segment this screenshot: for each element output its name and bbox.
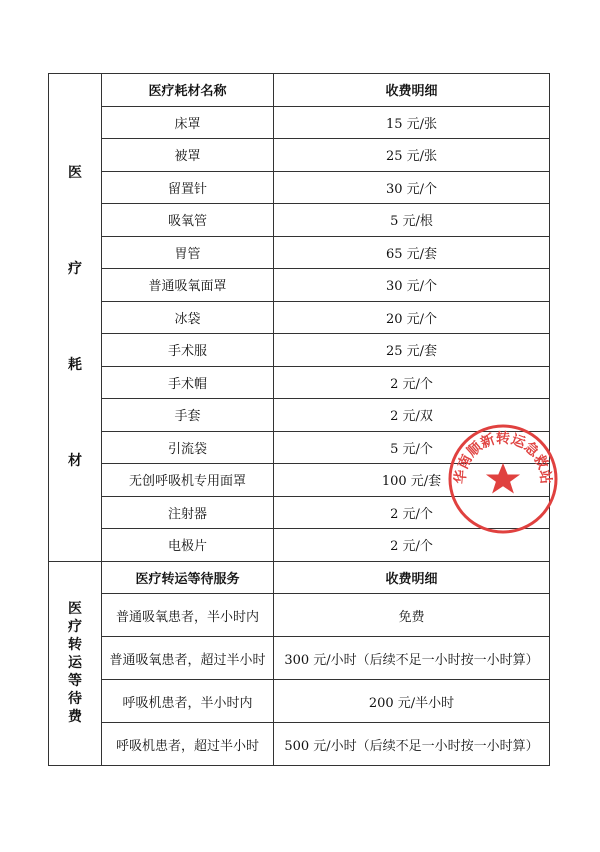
consumables-label-char: 疗 <box>68 261 82 278</box>
table-row <box>49 637 550 680</box>
consumables-label-char: 医 <box>68 165 82 182</box>
consumables-header-row <box>49 74 550 107</box>
fee-table <box>48 73 550 766</box>
service-name: 呼吸机患者，半小时内 <box>102 680 274 723</box>
table-row <box>49 269 550 302</box>
service-name: 普通吸氧患者，超过半小时 <box>102 637 274 680</box>
table-row <box>49 204 550 237</box>
transfer-name-header: 医疗转运等待服务 <box>102 561 274 594</box>
item-fee: 5 元/根 <box>274 204 550 237</box>
item-fee: 2 元/个 <box>274 366 550 399</box>
transfer-label-char: 待 <box>68 691 82 708</box>
table-row <box>49 366 550 399</box>
table-row <box>49 139 550 172</box>
seal-text-path: 华南顺新转运急救站 <box>452 430 554 485</box>
star-icon <box>486 463 520 494</box>
consumables-section-label <box>49 74 102 562</box>
item-name: 床罩 <box>102 106 274 139</box>
table-row <box>49 236 550 269</box>
item-fee: 5 元/个 <box>274 431 550 464</box>
table-row <box>49 723 550 766</box>
consumables-fee-header: 收费明细 <box>274 74 550 107</box>
item-name: 普通吸氧面罩 <box>102 269 274 302</box>
consumables-label-char: 耗 <box>68 357 82 374</box>
item-name: 胃管 <box>102 236 274 269</box>
item-fee: 25 元/套 <box>274 334 550 367</box>
table-row <box>49 171 550 204</box>
consumables-name-header: 医疗耗材名称 <box>102 74 274 107</box>
service-name: 呼吸机患者，超过半小时 <box>102 723 274 766</box>
item-name: 冰袋 <box>102 301 274 334</box>
item-fee: 20 元/个 <box>274 301 550 334</box>
table-row <box>49 106 550 139</box>
transfer-label-char: 医 <box>68 601 82 618</box>
item-fee: 15 元/张 <box>274 106 550 139</box>
item-name: 注射器 <box>102 496 274 529</box>
table-row <box>49 301 550 334</box>
item-fee: 25 元/张 <box>274 139 550 172</box>
transfer-label-char: 疗 <box>68 619 82 636</box>
item-name: 被罩 <box>102 139 274 172</box>
item-fee: 30 元/个 <box>274 269 550 302</box>
item-fee: 30 元/个 <box>274 171 550 204</box>
item-name: 手套 <box>102 399 274 432</box>
item-fee: 2 元/个 <box>274 496 550 529</box>
table-row <box>49 594 550 637</box>
item-name: 留置针 <box>102 171 274 204</box>
item-fee: 2 元/双 <box>274 399 550 432</box>
transfer-section-label <box>49 561 102 766</box>
item-name: 吸氧管 <box>102 204 274 237</box>
service-fee: 免费 <box>274 594 550 637</box>
item-fee: 100 元/套 <box>274 464 550 497</box>
transfer-label-char: 等 <box>68 673 82 690</box>
transfer-label-char: 转 <box>68 637 82 654</box>
transfer-fee-header: 收费明细 <box>274 561 550 594</box>
transfer-header-row <box>49 561 550 594</box>
table-row <box>49 680 550 723</box>
service-fee: 300 元/小时（后续不足一小时按一小时算） <box>274 637 550 680</box>
item-name: 手术帽 <box>102 366 274 399</box>
service-name: 普通吸氧患者，半小时内 <box>102 594 274 637</box>
consumables-label-char: 材 <box>68 453 82 470</box>
item-fee: 65 元/套 <box>274 236 550 269</box>
service-fee: 200 元/半小时 <box>274 680 550 723</box>
item-fee: 2 元/个 <box>274 529 550 562</box>
item-name: 电极片 <box>102 529 274 562</box>
transfer-label-char: 费 <box>68 709 82 726</box>
service-fee: 500 元/小时（后续不足一小时按一小时算） <box>274 723 550 766</box>
official-seal <box>447 423 559 535</box>
item-name: 无创呼吸机专用面罩 <box>102 464 274 497</box>
transfer-label-char: 运 <box>68 655 82 672</box>
item-name: 引流袋 <box>102 431 274 464</box>
table-row <box>49 334 550 367</box>
item-name: 手术服 <box>102 334 274 367</box>
